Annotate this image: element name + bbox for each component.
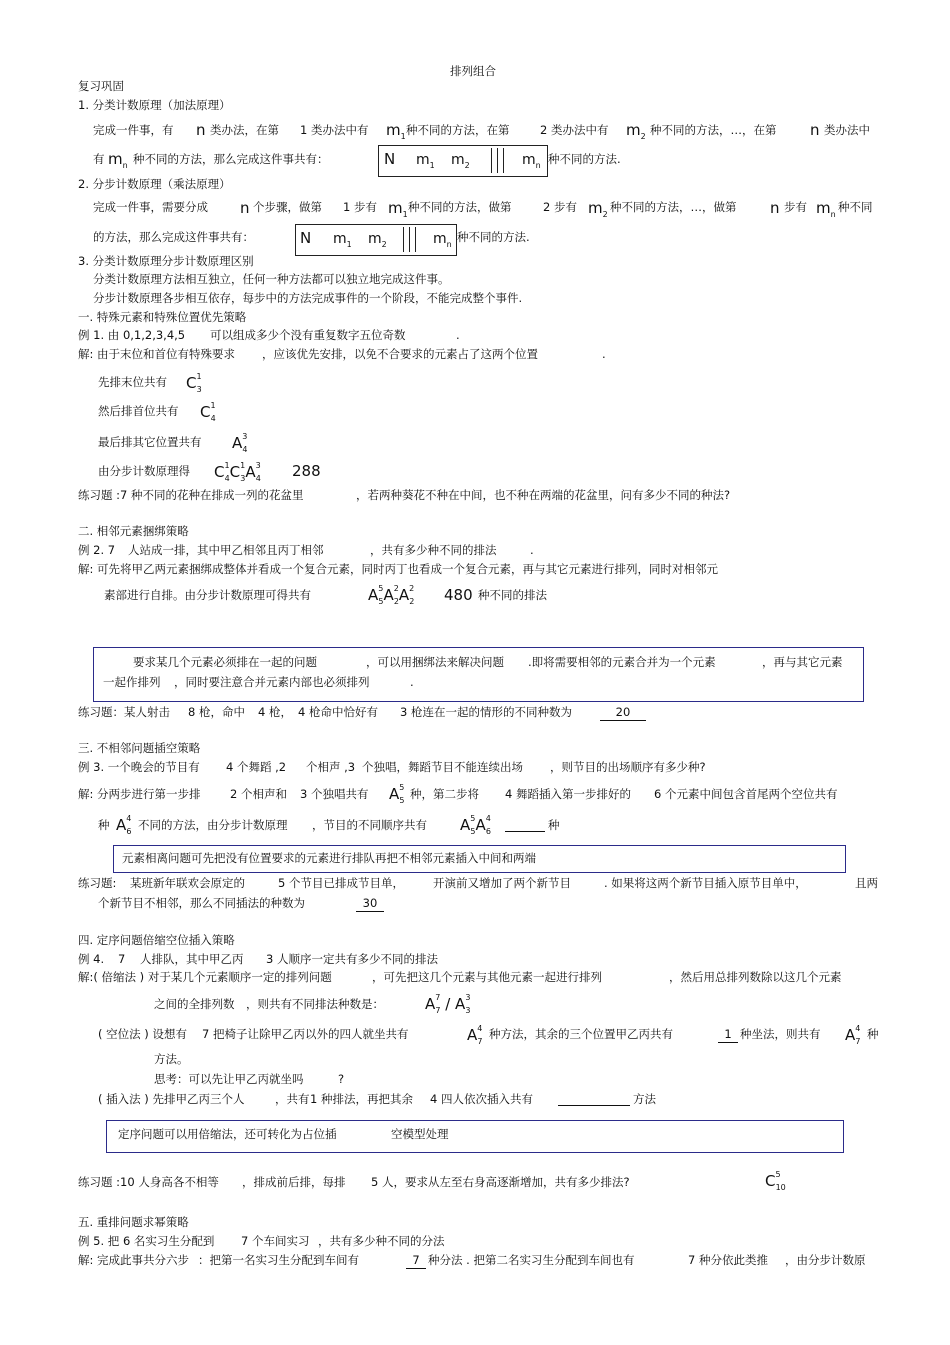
text: ，共有多少种不同的分法: [318, 1234, 445, 1248]
result-value: 288: [292, 462, 321, 480]
math-n: n: [810, 121, 820, 139]
text: 种: [98, 818, 110, 832]
math-m2: $m_2$: [626, 121, 646, 141]
text: 种: [548, 818, 560, 832]
result-value: 480: [444, 586, 473, 604]
text: 种不同的方法.: [548, 152, 621, 166]
text: 解: 分两步进行第一步排: [78, 787, 201, 801]
section-label: 复习巩固: [78, 79, 124, 93]
text: 解: 由于末位和首位有特殊要求: [78, 347, 236, 361]
math-m1: $m_1$: [388, 199, 408, 219]
answer-blank: 1: [718, 1028, 738, 1043]
text: 元素相离问题可先把没有位置要求的元素进行排队再把不相邻元素插入中间和两端: [122, 851, 536, 865]
text: 最后排其它位置共有: [98, 435, 202, 449]
text: 解: 完成此事共分六步: [78, 1253, 190, 1267]
text: 1 种排法，再把其余: [310, 1092, 413, 1106]
ellipsis-bar: [409, 227, 410, 252]
heading-part-1: 一. 特殊元素和特殊位置优先策略: [78, 310, 247, 324]
text: 种分法 . 把第二名实习生分配到车间也有: [428, 1253, 635, 1267]
math-m2: $m_2$: [588, 199, 608, 219]
text: 种不同的排法: [478, 588, 547, 602]
answer-blank: [505, 819, 545, 832]
text: 种: [867, 1027, 879, 1041]
text: 3 人顺序一定共有多少不同的排法: [266, 952, 438, 966]
heading-addition-principle: 1. 分类计数原理（加法原理）: [78, 98, 231, 112]
answer-blank: 7: [406, 1254, 426, 1269]
text: 种不同的方法.: [457, 230, 530, 244]
text: 例 5. 把 6 名实习生分配到: [78, 1234, 215, 1248]
text: 种，第二步将: [410, 787, 479, 801]
math-product: $C^1_4C^1_3A^3_4$: [214, 461, 261, 483]
text: 解:( 倍缩法 ) 对于某几个元素顺序一定的排列问题: [78, 970, 332, 984]
text: 人排队，其中甲乙丙: [140, 952, 244, 966]
text: ，排成前后排，每排: [242, 1175, 346, 1189]
text: 5 人，要求从左至右身高逐渐增加，共有多少排法?: [371, 1175, 630, 1189]
text: 个步骤，做第: [253, 200, 322, 214]
text: 2 个相声和: [230, 787, 287, 801]
math-N: N: [300, 229, 312, 247]
math-n: n: [770, 199, 780, 217]
text: ，若两种葵花不种在中间，也不种在两端的花盆里，问有多少不同的种法?: [356, 488, 731, 502]
text: .即将需要相邻的元素合并为一个元素: [528, 655, 716, 669]
math-n: n: [196, 121, 206, 139]
text: 种不同: [838, 200, 873, 214]
text: ，可以用捆绑法来解决问题: [366, 655, 504, 669]
math-m2: $m_2$: [451, 152, 470, 170]
heading-part-4: 四. 定序问题倍缩空位插入策略: [78, 933, 235, 947]
text: 的方法，那么完成这件事共有：: [93, 230, 254, 244]
text: .: [456, 328, 460, 342]
ellipsis-bar: [491, 148, 492, 173]
text: 开演前又增加了两个新节目: [433, 876, 571, 890]
heading-part-3: 三. 不相邻问题插空策略: [78, 741, 201, 755]
text: 然后排首位共有: [98, 404, 179, 418]
text: 7 个车间实习: [241, 1234, 310, 1248]
text: 4 枪，: [258, 705, 292, 719]
text: 类办法中: [824, 123, 870, 137]
text: ：把第一名实习生分配到车间有: [198, 1253, 359, 1267]
text: ，同时要注意合并元素内部也必须排列: [174, 675, 370, 689]
page-title: 排列组合: [450, 64, 496, 78]
text: 4 个舞蹈 ,2: [226, 760, 287, 774]
text: ，由分步计数原: [785, 1253, 866, 1267]
heading-multiplication-principle: 2. 分步计数原理（乘法原理）: [78, 177, 231, 191]
text: 完成一件事，需要分成: [93, 200, 208, 214]
text: ，共有多少种不同的排法: [370, 543, 497, 557]
math-mn: $m_n$: [522, 152, 541, 170]
math-a74: $A^4_7$: [845, 1024, 861, 1046]
text: 种坐法，则共有: [740, 1027, 821, 1041]
text: 3 枪连在一起的情形的不同种数为: [400, 705, 572, 719]
text: ，再与其它元素: [762, 655, 843, 669]
answer-blank: 30: [356, 897, 384, 912]
text: 1 步有: [343, 200, 377, 214]
text: 3 个独唱共有: [300, 787, 369, 801]
text: 1 类办法中有: [300, 123, 369, 137]
math-a77-div-a33: $A^7_7 / A^3_3$: [425, 993, 471, 1015]
text: 不同的方法，由分步计数原理: [138, 818, 288, 832]
math-a43: $A^3_4$: [232, 432, 248, 454]
text: 方法: [633, 1092, 656, 1106]
text: 素部进行自排。由分步计数原理可得共有: [104, 588, 311, 602]
math-m1: $m_1$: [416, 152, 435, 170]
text: 7 把椅子让除甲乙丙以外的四人就坐共有: [202, 1027, 409, 1041]
text: 练习题：某人射击: [78, 705, 170, 719]
math-a64: $A^4_6$: [116, 814, 132, 836]
text: 个相声 ,3: [306, 760, 356, 774]
text: 方法。: [154, 1052, 189, 1066]
heading-part-2: 二. 相邻元素捆绑策略: [78, 524, 189, 538]
text: 4 舞蹈插入第一步排好的: [505, 787, 631, 801]
math-a55a64: $A^5_5A^4_6$: [460, 814, 491, 836]
text: 之间的全排列数: [154, 997, 235, 1011]
math-N: N: [384, 150, 396, 168]
text: ，可先把这几个元素与其他元素一起进行排列: [372, 970, 602, 984]
text: ，应该优先安排，以免不合要求的元素占了这两个位置: [262, 347, 538, 361]
text: .: [530, 543, 534, 557]
math-mn: $m_n$: [816, 199, 836, 219]
text: 7: [118, 952, 126, 966]
math-m2: $m_2$: [368, 231, 387, 249]
answer-blank: 20: [600, 706, 646, 721]
math-a55a22a22: $A^5_5A^2_2A^2_2$: [368, 584, 415, 606]
text: 练习题:: [78, 876, 117, 890]
heading-part-5: 五. 重排问题求幂策略: [78, 1215, 189, 1229]
text: 种方法，其余的三个位置甲乙丙共有: [489, 1027, 673, 1041]
text: 要求某几个元素必须排在一起的问题: [133, 655, 317, 669]
text: ，则共有不同排法种数是：: [246, 997, 384, 1011]
text: 例 2. 7: [78, 543, 116, 557]
text: 例 4.: [78, 952, 105, 966]
text: 可以组成多少个没有重复数字五位奇数: [210, 328, 406, 342]
text: 例 1. 由 0,1,2,3,4,5: [78, 328, 186, 342]
text: 种不同的方法，…，在第: [650, 123, 777, 137]
answer-blank: [558, 1093, 630, 1106]
math-a74: $A^4_7$: [467, 1024, 483, 1046]
ellipsis-bar: [503, 148, 504, 173]
math-n: n: [240, 199, 250, 217]
text: 类办法，在第: [210, 123, 279, 137]
text: 种不同的方法，…，做第: [610, 200, 737, 214]
heading-difference: 3. 分类计数原理分步计数原理区别: [78, 254, 254, 268]
math-a55: $A^5_5$: [389, 783, 405, 805]
text: . 如果将这两个新节目插入原节目单中，: [604, 876, 807, 890]
text: 思考：可以先让甲乙丙就坐吗: [154, 1072, 304, 1086]
math-mn: $m_n$: [433, 231, 452, 249]
text: 5 个节目已排成节目单，: [278, 876, 404, 890]
text: 空模型处理: [391, 1127, 449, 1141]
text: 由分步计数原理得: [98, 464, 190, 478]
text: 2 步有: [543, 200, 577, 214]
text: 一起作排列: [103, 675, 161, 689]
ellipsis-bar: [497, 148, 498, 173]
text: ，则节目的出场顺序有多少种?: [550, 760, 706, 774]
text: .: [602, 347, 606, 361]
text: 先排末位共有: [98, 375, 167, 389]
text: 完成一件事，有: [93, 123, 174, 137]
text: 某班新年联欢会原定的: [130, 876, 245, 890]
text: ，节目的不同顺序共有: [312, 818, 427, 832]
text: 7 种分依此类推: [688, 1253, 768, 1267]
text: 2 类办法中有: [540, 123, 609, 137]
text: ，共有: [275, 1092, 310, 1106]
text: 分类计数原理方法相互独立，任何一种方法都可以独立地完成这件事。: [93, 272, 450, 286]
text: 定序问题可以用倍缩法，还可转化为占位插: [118, 1127, 337, 1141]
text: 6 个元素中间包含首尾两个空位共有: [654, 787, 838, 801]
math-c10-5: $C^5_{10}$: [765, 1170, 786, 1192]
ellipsis-bar: [415, 227, 416, 252]
text: 个独唱，舞蹈节目不能连续出场: [362, 760, 523, 774]
text: ，然后用总排列数除以这几个元素: [669, 970, 842, 984]
ellipsis-bar: [403, 227, 404, 252]
text: 分步计数原理各步相互依存，每步中的方法完成事件的一个阶段，不能完成整个事件.: [93, 291, 523, 305]
text: 种不同的方法，在第: [406, 123, 510, 137]
text: 个新节目不相邻，那么不同插法的种数为: [98, 896, 305, 910]
math-c41: $C^1_4$: [200, 401, 216, 423]
math-m1: $m_1$: [333, 231, 352, 249]
text: 8 枪，命中: [188, 705, 245, 719]
text: 人站成一排，其中甲乙相邻且丙丁相邻: [128, 543, 324, 557]
text: ?: [338, 1072, 345, 1086]
text: 且两: [855, 876, 878, 890]
math-mn: $m_n$: [108, 150, 128, 170]
text: 种不同的方法，做第: [408, 200, 512, 214]
text: ( 空位法 ) 设想有: [98, 1027, 187, 1041]
text: 4 四人依次插入共有: [430, 1092, 533, 1106]
math-m1: $m_1$: [386, 121, 406, 141]
text: 步有: [784, 200, 807, 214]
text: 练习题 :7 种不同的花种在排成一列的花盆里: [78, 488, 304, 502]
text: 练习题 :10 人身高各不相等: [78, 1175, 219, 1189]
math-c31: $C^1_3$: [186, 372, 202, 394]
text: 种不同的方法，那么完成这件事共有：: [133, 152, 329, 166]
text: ( 插入法 ) 先排甲乙丙三个人: [98, 1092, 245, 1106]
text: 有: [93, 152, 105, 166]
text: 4 枪命中恰好有: [298, 705, 378, 719]
text: 例 3. 一个晚会的节目有: [78, 760, 200, 774]
text: .: [410, 675, 414, 689]
text: 解: 可先将甲乙两元素捆绑成整体并看成一个复合元素，同时丙丁也看成一个复合元素，再与其它元素进行排列，同时对相邻元: [78, 562, 719, 576]
